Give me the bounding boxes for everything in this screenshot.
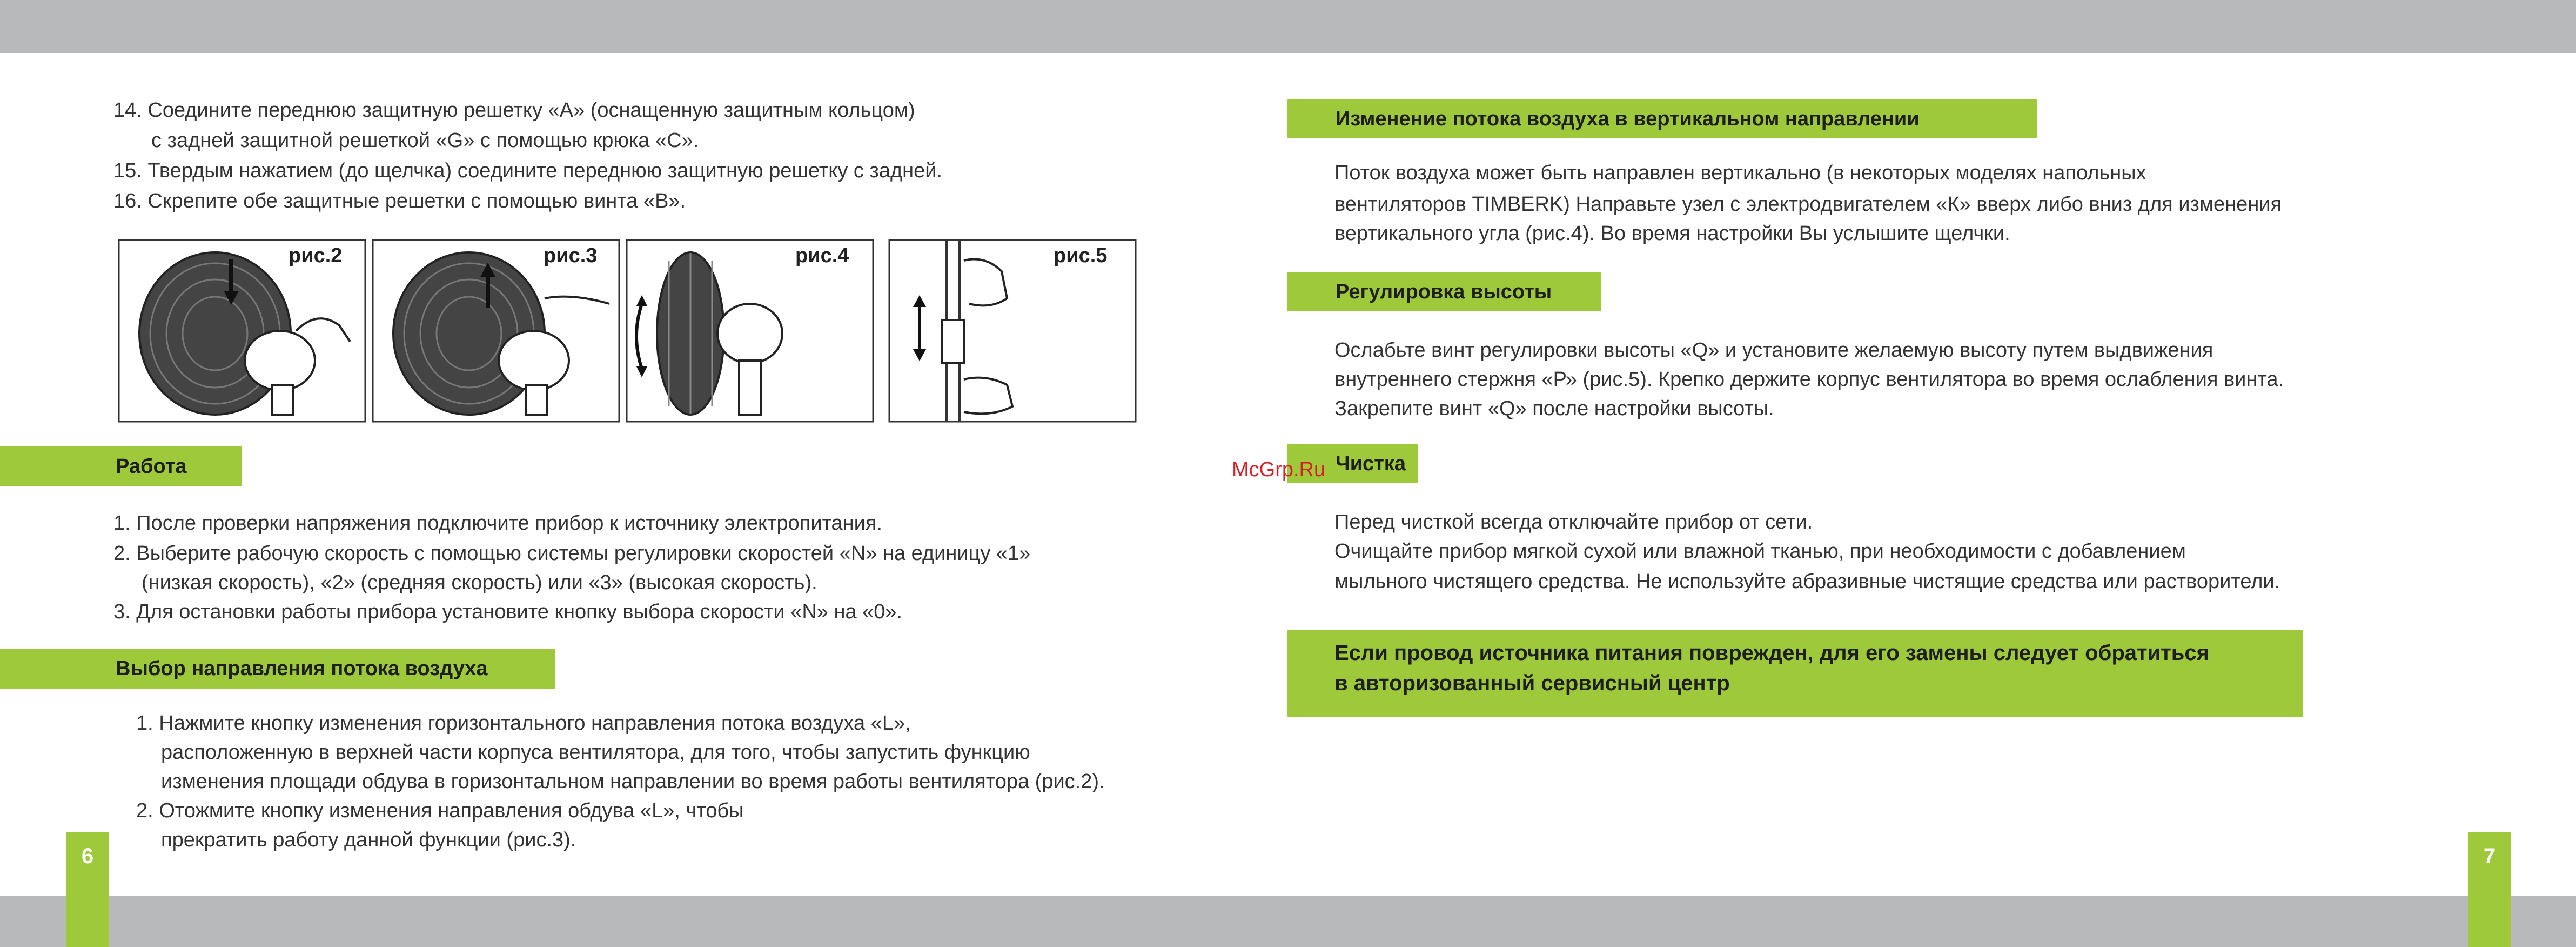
assembly-step-14-cont: с задней защитной решеткой «G» с помощью крюка «С». — [151, 129, 699, 152]
airflow-line-1: 1. Нажмите кнопку изменения горизонтального направления потока воздуха «L», — [136, 712, 911, 735]
figure-2-label: рис.2 — [289, 244, 343, 267]
cleaning-line-3: мыльного чистящего средства. Не используйте абразивные чистящие средства или растворители. — [1334, 570, 2280, 593]
height-adjust-line-1: Ослабьте винт регулировки высоты «Q» и установите желаемую высоту путем выдвижения — [1334, 339, 2213, 362]
page-number-left: 6 — [66, 832, 109, 947]
bottom-bar — [0, 896, 2576, 947]
airflow-line-1-cont-b: изменения площади обдува в горизонтальном направлении во время работы вентилятора (рис.2). — [161, 770, 1105, 793]
section-vertical-airflow-title: Изменение потока воздуха в вертикальном направлении — [1287, 99, 2037, 138]
airflow-line-1-cont-a: расположенную в верхней части корпуса вентилятора, для того, чтобы запустить функцию — [161, 741, 1030, 764]
section-height-adjust-title: Регулировка высоты — [1287, 272, 1601, 311]
figure-3-label: рис.3 — [544, 244, 598, 267]
assembly-step-14: 14. Соедините переднюю защитную решетку «А» (оснащенную защитным кольцом) — [113, 99, 915, 122]
section-operation-title: Работа — [0, 446, 242, 486]
vertical-airflow-line-1: Поток воздуха может быть направлен вертикально (в некоторых моделях напольных — [1334, 162, 2146, 184]
assembly-step-15: 15. Твердым нажатием (до щелчка) соедините переднюю защитную решетку с задней. — [113, 159, 943, 182]
figure-2 — [118, 239, 366, 423]
height-adjust-line-3: Закрепите винт «Q» после настройки высоты. — [1334, 397, 1774, 420]
warning-notice-line-2: в авторизованный сервисный центр — [1334, 671, 1730, 695]
section-airflow-direction-title: Выбор направления потока воздуха — [0, 649, 555, 689]
figure-4-label: рис.4 — [795, 244, 849, 267]
cleaning-line-2: Очищайте прибор мягкой сухой или влажной тканью, при необходимости с добавлением — [1334, 540, 2186, 563]
warning-notice-line-1: Если провод источника питания поврежден, для его замены следует обратиться — [1334, 641, 2209, 665]
figure-5 — [888, 239, 1137, 423]
assembly-step-16: 16. Скрепите обе защитные решетки с помощью винта «В». — [113, 190, 686, 212]
airflow-line-2: 2. Отожмите кнопку изменения направления обдува «L», чтобы — [136, 799, 744, 822]
section-cleaning-title: Чистка — [1287, 444, 1418, 483]
figure-4 — [626, 239, 874, 423]
airflow-line-2-cont: прекратить работу данной функции (рис.3). — [161, 829, 576, 851]
figure-3 — [372, 239, 620, 423]
vertical-airflow-line-3: вертикального угла (рис.4). Во время настройки Вы услышите щелчки. — [1334, 222, 2010, 245]
warning-notice — [1287, 630, 2303, 717]
watermark: McGrp.Ru — [1232, 458, 1326, 481]
figure-5-label: рис.5 — [1054, 244, 1108, 267]
page-number-right: 7 — [2468, 832, 2511, 947]
cleaning-line-1: Перед чисткой всегда отключайте прибор от сети. — [1334, 511, 1813, 533]
operation-line-2-cont: (низкая скорость), «2» (средняя скорость) или «3» (высокая скорость). — [142, 571, 817, 594]
top-bar — [0, 0, 2576, 53]
operation-line-1: 1. После проверки напряжения подключите прибор к источнику электропитания. — [113, 512, 883, 535]
height-adjust-line-2: внутреннего стержня «Р» (рис.5). Крепко держите корпус вентилятора во время ослабления винта. — [1334, 368, 2284, 391]
operation-line-2: 2. Выберите рабочую скорость с помощью системы регулировки скоростей «N» на единицу «1» — [113, 542, 1031, 565]
vertical-airflow-line-2: вентиляторов TIMBERK) Направьте узел с электродвигателем «К» вверх либо вниз для изменения — [1334, 193, 2282, 216]
operation-line-3: 3. Для остановки работы прибора установите кнопку выбора скорости «N» на «0». — [113, 601, 903, 623]
